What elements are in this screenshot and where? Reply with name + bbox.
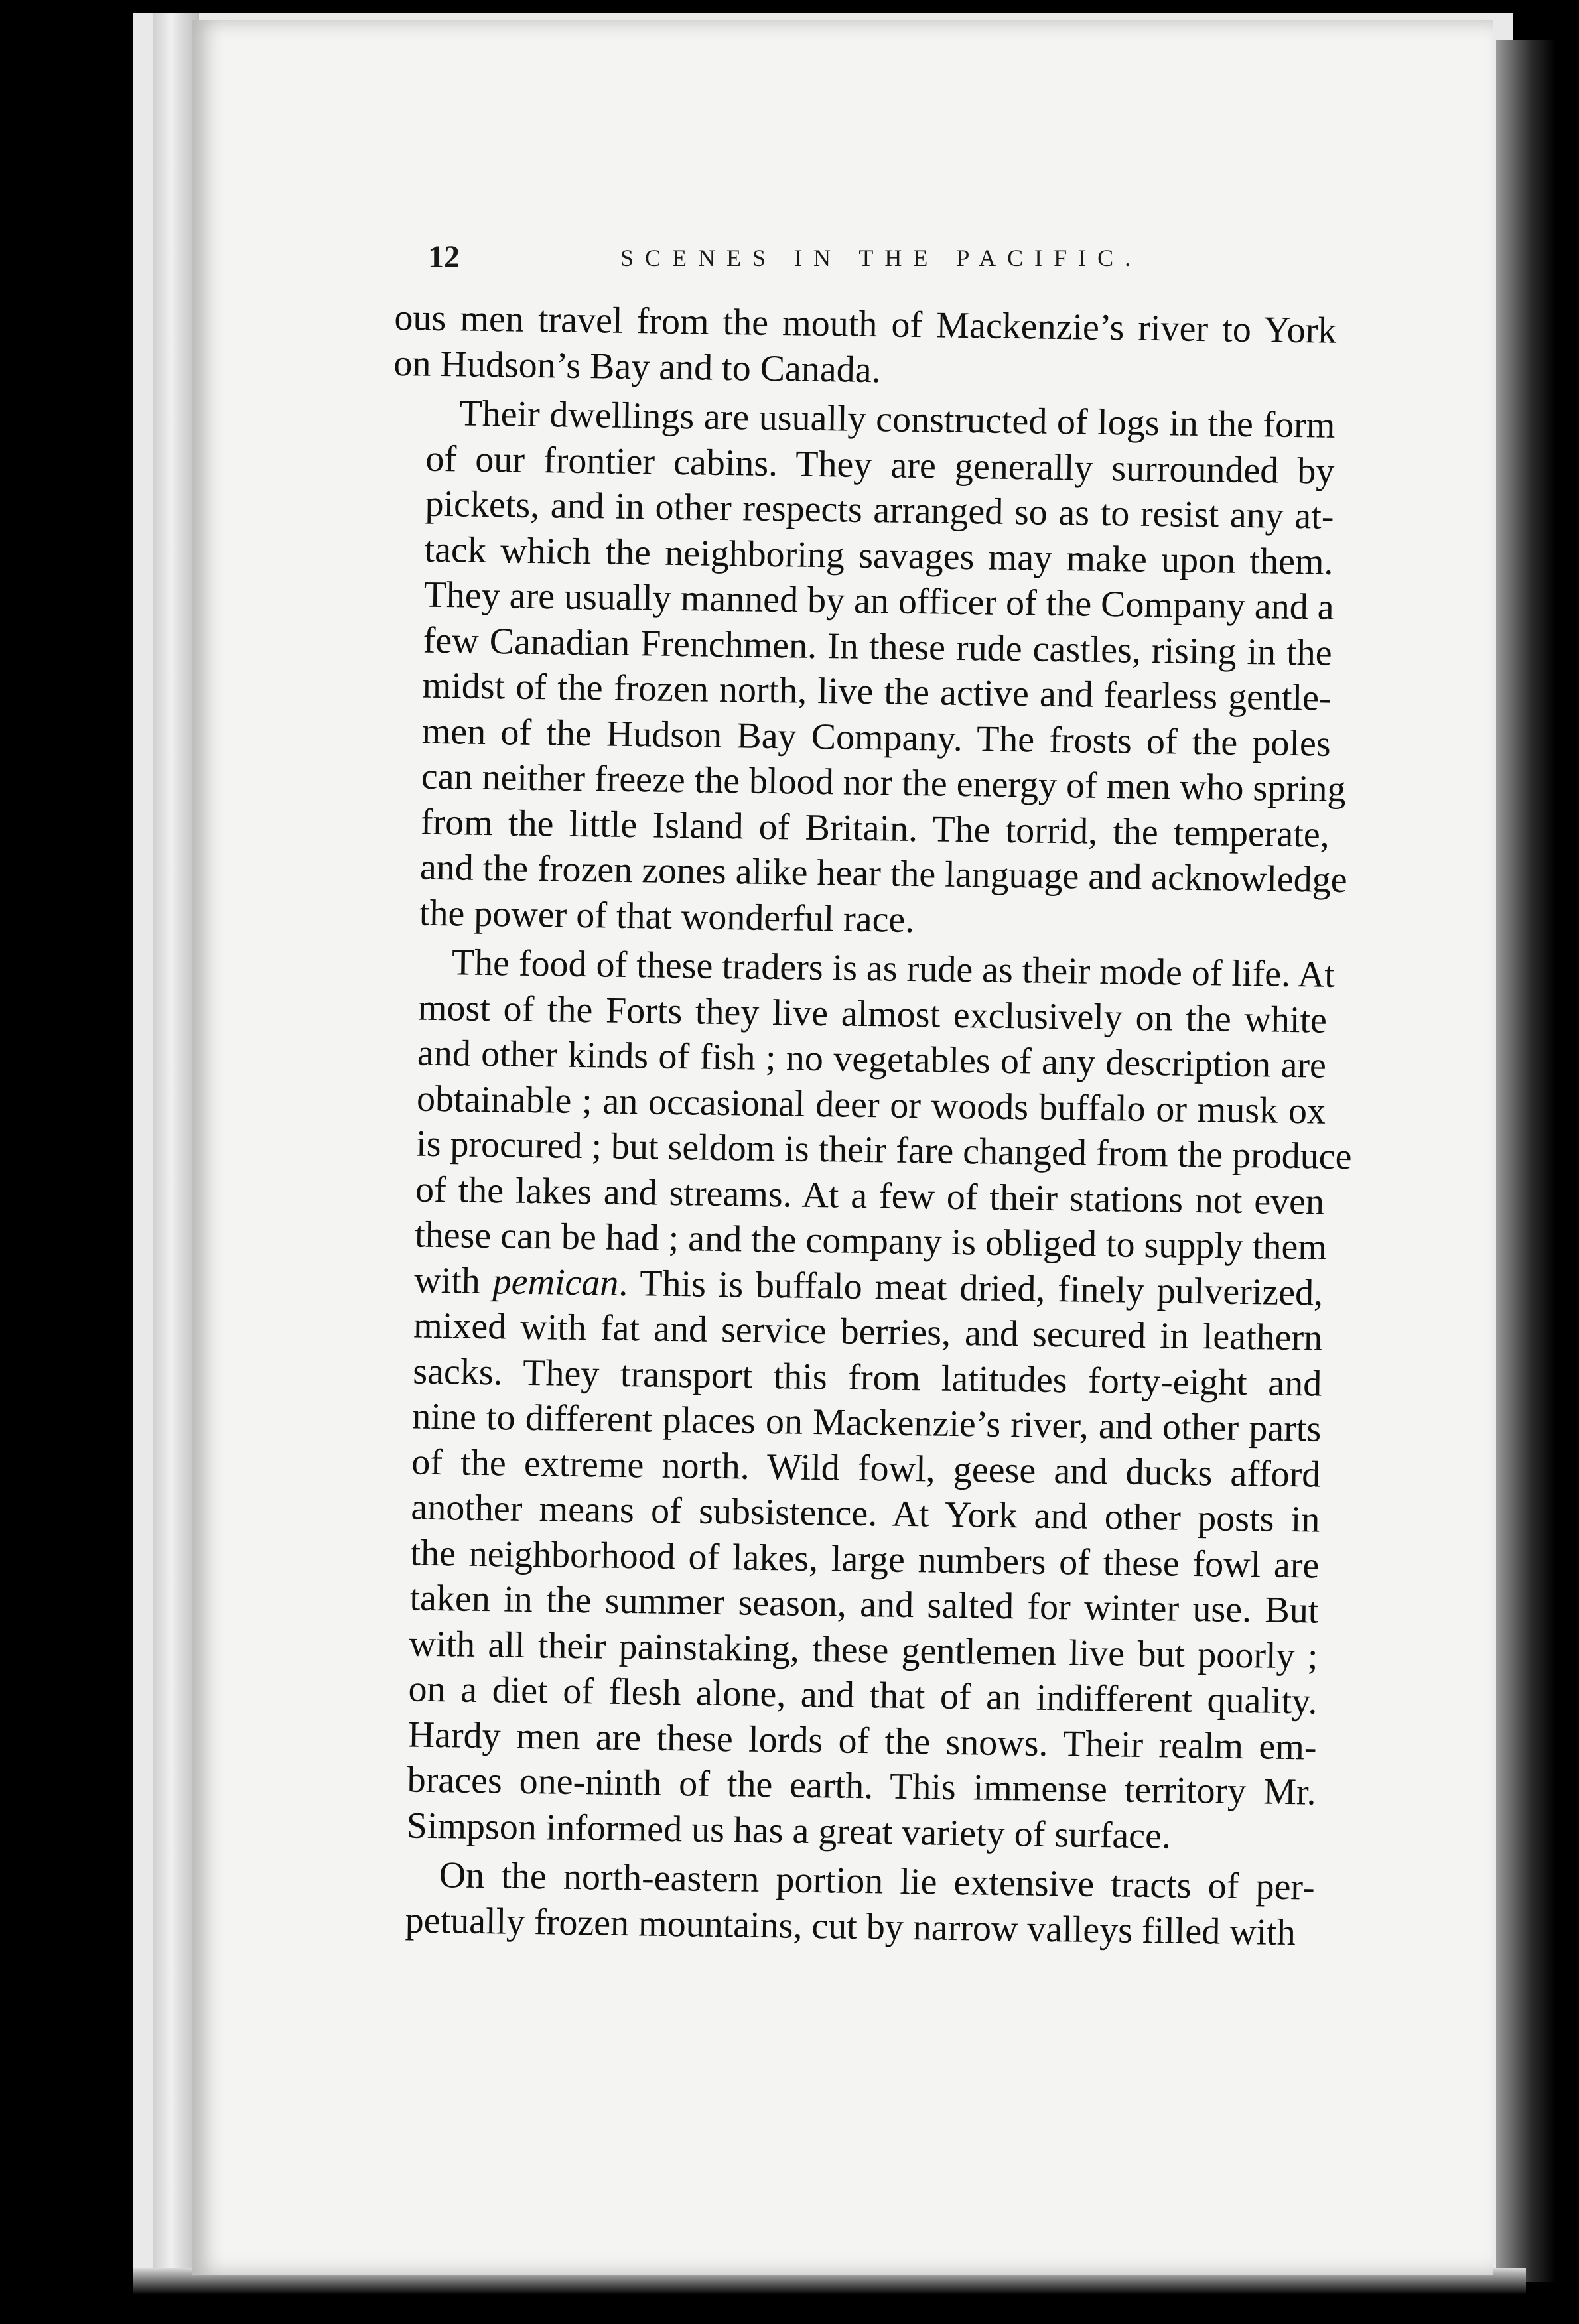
running-head: SCENES IN THE PACIFIC. (620, 245, 1142, 271)
text-line: of our frontier cabins. They are generally surrounded by (425, 438, 1335, 492)
text-line: the neighborhood of lakes, large numbers of these fowl are (410, 1532, 1320, 1586)
text-line: midst of the frozen north, live the active and fearless gentle- (422, 665, 1332, 719)
text-line: Hardy men are these lords of the snows. Their realm em- (407, 1713, 1318, 1768)
paragraph (373, 939, 1352, 1861)
text-line: petually frozen mountains, cut by narrow valleys filled with (405, 1899, 1296, 1953)
text-line: is procured ; but seldom is their fare changed from the produce (415, 1123, 1352, 1178)
text-line: They are usually manned by an officer of the Company and a (423, 574, 1335, 628)
paragraph (386, 390, 1348, 948)
text-line: mixed with fat and service berries, and secured in leathern (413, 1305, 1323, 1359)
text-line: On the north-eastern portion lie extensive tracts of per- (439, 1854, 1316, 1908)
page-header (428, 239, 1330, 279)
text-line: with pemican. This is buffalo meat dried, finely pulverized, (413, 1259, 1324, 1314)
text-line: of the lakes and streams. At a few of their stations not even (415, 1169, 1325, 1223)
paragraph (372, 1852, 1315, 1956)
text-line: with all their painstaking, these gentlemen live but poorly ; (409, 1623, 1318, 1677)
text-line: most of the Forts they live almost exclusively on the white (417, 987, 1328, 1041)
page-number: 12 (428, 239, 460, 275)
text-line: on a diet of flesh alone, and that of an indifferent quality. (408, 1668, 1318, 1722)
text-line: Their dwellings are usually constructed of logs in the form (459, 393, 1336, 446)
text-line: another means of subsistence. At York and other posts in (411, 1486, 1320, 1541)
text-line: The food of these traders is as rude as their mode of life. At (451, 942, 1336, 996)
text-line: men of the Hudson Bay Company. The frosts of the poles (421, 710, 1332, 765)
body-text (372, 295, 1352, 1960)
paragraph (393, 295, 1337, 399)
text-line: sacks. They transport this from latitudes forty-eight and (412, 1350, 1322, 1405)
text-line: few Canadian Frenchmen. In these rude castles, rising in the (423, 619, 1333, 674)
text-line: taken in the summer season, and salted for winter use. But (409, 1577, 1319, 1632)
page-right-edge (1496, 40, 1556, 2282)
text-line: can neither freeze the blood nor the energy of men who spring (421, 755, 1346, 810)
text-line: on Hudson’s Bay and to Canada. (393, 342, 882, 391)
text-line: pickets, and in other respects arranged so as to resist any at- (425, 483, 1334, 537)
text-line: obtainable ; an occasional deer or woods buffalo or musk ox (416, 1078, 1326, 1132)
text-line: and the frozen zones alike hear the language and acknowledge (419, 846, 1348, 901)
text-line: these can be had ; and the company is obliged to supply them (414, 1214, 1328, 1268)
text-line: nine to different places on Mackenzie’s river, and other parts (411, 1395, 1322, 1450)
text-line: braces one-ninth of the earth. This immense territory Mr. (407, 1759, 1317, 1813)
text-line: ous men travel from the mouth of Mackenzie’s river to York (394, 296, 1337, 352)
text-line: Simpson informed us has a great variety of surface. (406, 1804, 1172, 1857)
text-line: tack which the neighboring savages may make upon them. (424, 529, 1334, 583)
text-line: the power of that wonderful race. (419, 892, 915, 940)
text-line: and other kinds of fish ; no vegetables of any description are (417, 1032, 1327, 1086)
text-line: of the extreme north. Wild fowl, geese and ducks afford (411, 1441, 1321, 1496)
text-line: from the little Island of Britain. The torrid, the temperate, (420, 801, 1330, 856)
